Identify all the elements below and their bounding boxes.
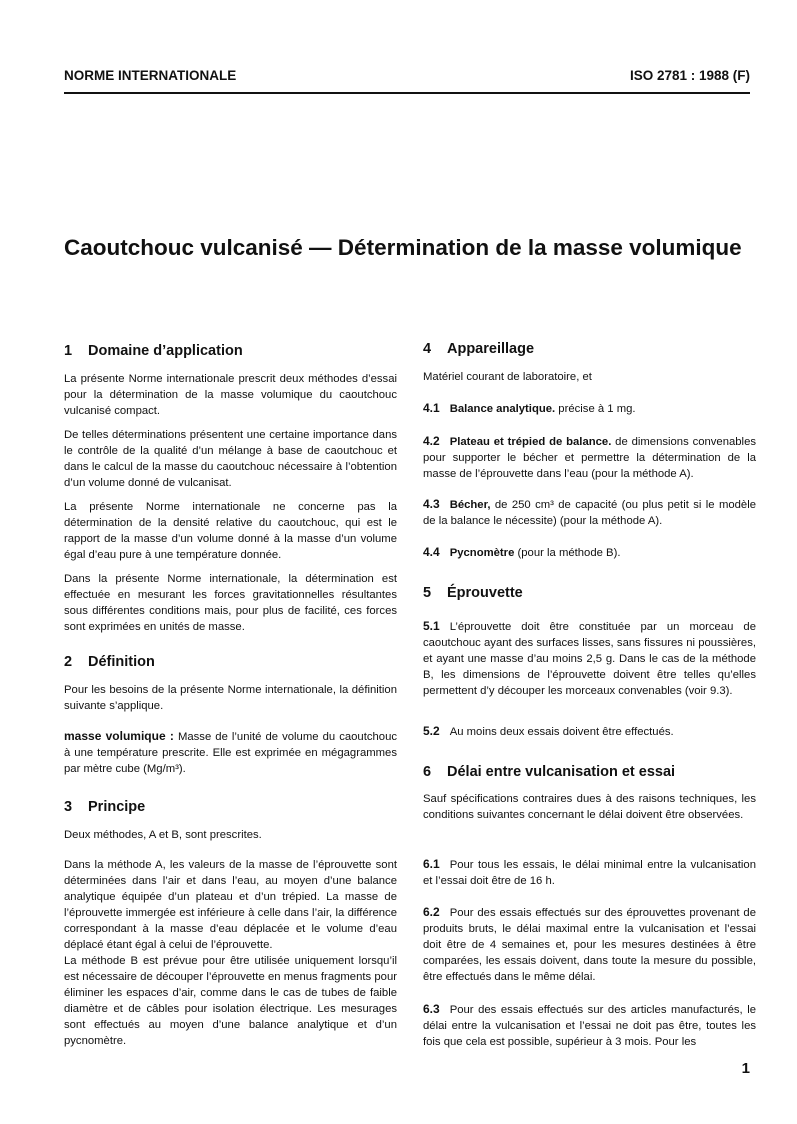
clause-number: 6.3: [423, 1002, 440, 1016]
clause-6-2: [423, 904, 756, 985]
paragraph: Dans la présente Norme internationale, la détermination est effectuée en mesurant les forces gravitationnelles résultantes sous différentes conditions mais, pour plus de facilité, ces forces sont exprimées en unités de masse.: [64, 573, 397, 633]
paragraph: La présente Norme internationale ne concerne pas la détermination de la densité relative du caoutchouc, qui est le rapport de la masse d’un volume donné à la masse d’un volume égal d’eau pure à une température donnée.: [64, 501, 397, 561]
clause-number: 4.4: [423, 545, 440, 559]
clause-term: Pycnomètre: [449, 547, 515, 559]
section-title: Éprouvette: [447, 585, 523, 601]
clause-5-2: [423, 723, 756, 740]
clause-text: L’éprouvette doit être constituée par un morceau de caoutchouc ayant des surfaces lisses, sans fissures ni poussières, et ayant une masse d’au moins 2,5 g. Dans le cas de la méthode B, les dimensions de l’éprouvette doivent être telles qu’elles permettent d’y découper les morceaux convenables (voir 9.3).: [423, 621, 756, 697]
section-title: Délai entre vulcanisation et essai: [447, 764, 676, 780]
section-title: Principe: [88, 799, 146, 815]
clause-number: 5.2: [423, 724, 440, 738]
paragraph: Pour les besoins de la présente Norme internationale, la définition suivante s’applique.: [64, 684, 397, 712]
standard-reference: ISO 2781 : 1988 (F): [629, 68, 750, 83]
clause-term: Bécher,: [449, 499, 491, 511]
paragraph: Matériel courant de laboratoire, et: [423, 371, 592, 383]
definition-text: Masse de l’unité de volume du caoutchouc à une température prescrite. Elle est exprimée en mégagrammes par mètre cube (Mg/m³).: [64, 731, 397, 775]
document-type-label: NORME INTERNATIONALE: [64, 68, 237, 83]
definition: [64, 728, 397, 777]
clause-number: 4.3: [423, 497, 440, 511]
clause-number: 6.2: [423, 905, 440, 919]
clause-term: Balance analytique.: [449, 403, 556, 415]
document-title: Caoutchouc vulcanisé — Détermination de la masse volumique: [64, 235, 742, 260]
definition-term: masse volumique :: [64, 729, 174, 743]
header-rule: [64, 92, 750, 94]
page-number: 1: [741, 1060, 750, 1077]
clause-text: Pour tous les essais, le délai minimal entre la vulcanisation et l’essai doit être de 16 h.: [423, 859, 756, 887]
clause-number: 6.1: [423, 857, 440, 871]
clause-4-1: [423, 400, 756, 417]
section-1-heading: [64, 343, 243, 359]
clause-4-3: [423, 496, 756, 529]
clause-4-2: [423, 433, 756, 482]
section-title: Appareillage: [447, 341, 535, 357]
clause-6-3: [423, 1001, 756, 1050]
clause-6-1: [423, 856, 756, 889]
section-number: 1: [64, 343, 73, 359]
clause-text: de dimensions convenables pour supporter le bécher et permettre la détermination de la masse de l’éprouvette dans l’eau (pour la méthode A).: [423, 436, 757, 480]
section-2-heading: [64, 654, 155, 670]
clause-term: Plateau et trépied de balance.: [449, 436, 612, 448]
clause-text: de 250 cm³ de capacité (ou plus petit si le modèle de la balance le nécessite) (pour la méthode A).: [423, 499, 756, 527]
paragraph: De telles déterminations présentent une certaine importance dans le contrôle de la qualité d’un mélange à base de caoutchouc et dans le calcul de la masse du caoutchouc nécessaire à l’obtention d’un volume donné de vulcanisat.: [64, 429, 397, 489]
section-3-heading: [64, 799, 145, 815]
clause-text: (pour la méthode B).: [514, 547, 621, 559]
section-title: Domaine d’application: [88, 343, 243, 359]
clause-number: 5.1: [423, 619, 440, 633]
paragraph: Dans la méthode A, les valeurs de la masse de l’éprouvette sont déterminées dans l’air et dans l’eau, au moyen d’une balance analytique équipée d’un plateau et d’un trépied. La masse de l’éprouvette immergée est inférieure à celle dans l’air, la différence correspondant à la masse d’eau déplacée et le volume d’eau déplacé étant égal à celui de l’éprouvette.: [64, 859, 397, 951]
paragraph: Deux méthodes, A et B, sont prescrites.: [64, 829, 262, 841]
clause-number: 4.2: [423, 434, 440, 448]
clause-4-4: [423, 544, 756, 561]
clause-number: 4.1: [423, 401, 440, 415]
paragraph: Sauf spécifications contraires dues à des raisons techniques, les conditions suivantes concernant le délai doivent être observées.: [423, 793, 756, 821]
section-6-heading: [423, 764, 675, 780]
clause-text: Au moins deux essais doivent être effectués.: [449, 726, 674, 738]
section-number: 6: [423, 764, 432, 780]
section-number: 3: [64, 799, 73, 815]
paragraph: La méthode B est prévue pour être utilisée uniquement lorsqu’il est nécessaire de découper l’éprouvette en menus fragments pour éliminer les espaces d’air, comme dans le cas de tubes de faible diamètre et de câbles pour isolation électrique. Les mesurages sont effectués au moyen d’une balance analytique et d’un pycnomètre.: [64, 955, 397, 1047]
section-number: 2: [64, 654, 73, 670]
section-5-heading: [423, 585, 523, 601]
section-4-heading: [423, 341, 534, 357]
paragraph: La présente Norme internationale prescrit deux méthodes d’essai pour la détermination de la masse volumique du caoutchouc vulcanisé compact.: [64, 373, 397, 417]
clause-text: Pour des essais effectués sur des éprouvettes provenant de produits bruts, le délai maximal entre la vulcanisation et l’essai doit être de 4 semaines et, pour les mesures destinées à être comparées, les essais doivent, dans toute la mesure du possible, être effectués dans le même délai.: [423, 907, 756, 983]
section-number: 5: [423, 585, 432, 601]
clause-text: précise à 1 mg.: [555, 403, 636, 415]
clause-text: Pour des essais effectués sur des articles manufacturés, le délai entre la vulcanisation et l’essai ne doit pas être, toutes les fois que cela est possible, supérieur à 3 mois. Pour les: [423, 1004, 756, 1048]
section-number: 4: [423, 341, 432, 357]
clause-5-1: [423, 618, 756, 699]
section-title: Définition: [88, 654, 155, 670]
